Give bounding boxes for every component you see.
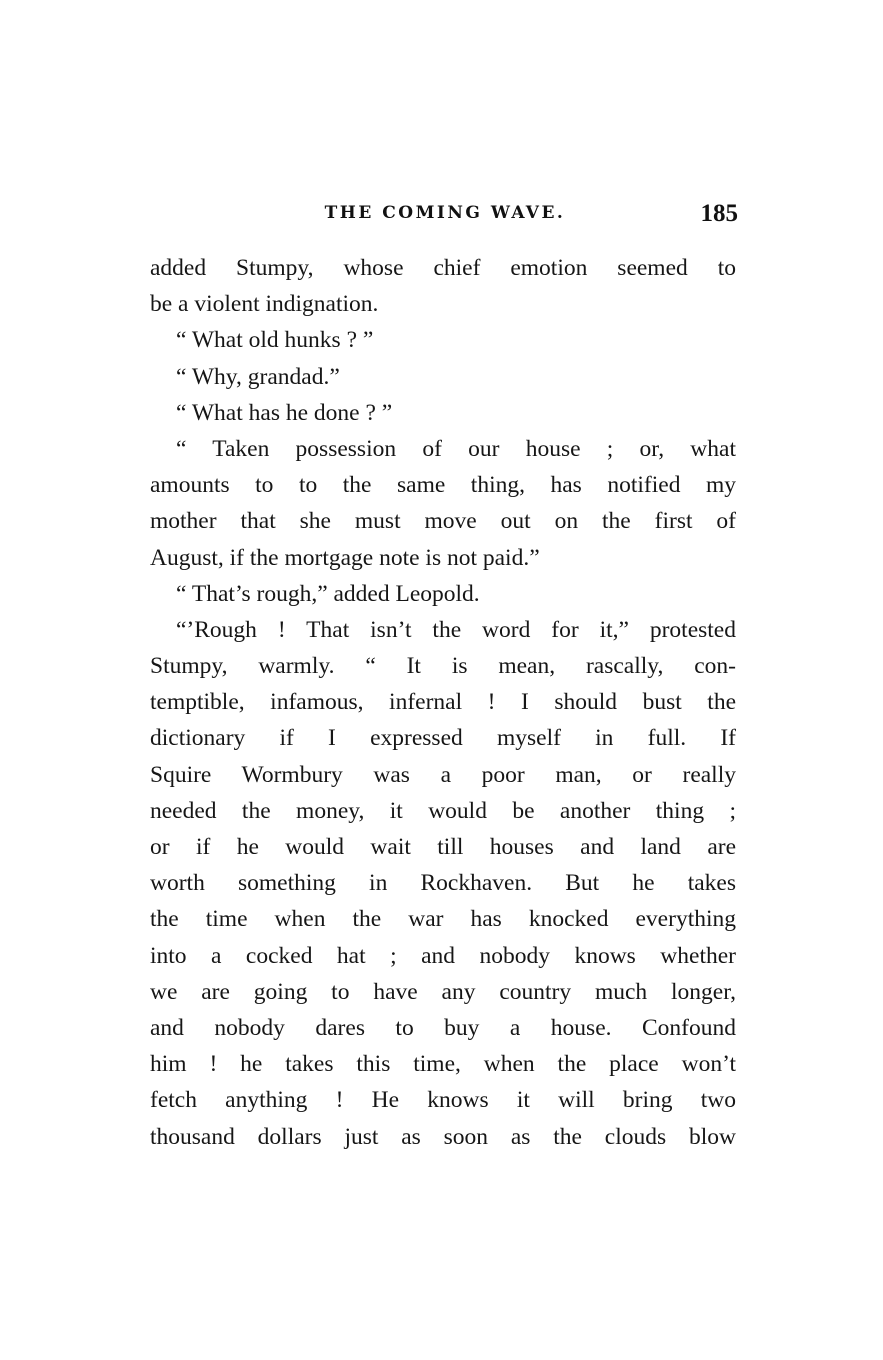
text-line: dictionary if I expressed myself in full. If	[150, 725, 736, 752]
text-line: needed the money, it would be another thing ;	[150, 797, 736, 824]
text-line: thousand dollars just as soon as the clouds blow	[150, 1123, 736, 1150]
text-line: “’Rough ! That isn’t the word for it,” protested	[176, 616, 736, 643]
text-line: Stumpy, warmly. “ It is mean, rascally, con-	[150, 653, 736, 680]
text-line: mother that she must move out on the first of	[150, 508, 736, 535]
text-line: him ! he takes this time, when the place won’t	[150, 1051, 736, 1078]
text-line: Squire Wormbury was a poor man, or really	[150, 761, 736, 788]
text-line: “ What old hunks ? ”	[176, 327, 374, 354]
page-number: 185	[700, 200, 738, 227]
body-text	[150, 250, 736, 1155]
text-line: “ That’s rough,” added Leopold.	[176, 580, 480, 607]
running-head	[150, 200, 740, 236]
running-title: THE COMING WAVE.	[324, 203, 566, 223]
text-line: the time when the war has knocked everything	[150, 906, 736, 933]
text-line: “ What has he done ? ”	[176, 399, 393, 426]
text-line: temptible, infamous, infernal ! I should bust the	[150, 689, 736, 716]
text-line: fetch anything ! He knows it will bring two	[150, 1087, 736, 1114]
text-line: and nobody dares to buy a house. Confound	[150, 1014, 736, 1041]
text-line: “ Taken possession of our house ; or, what	[176, 435, 736, 462]
text-line: into a cocked hat ; and nobody knows whether	[150, 942, 736, 969]
text-line: August, if the mortgage note is not paid.”	[150, 544, 540, 571]
text-line: amounts to to the same thing, has notified my	[150, 472, 736, 499]
text-line: “ Why, grandad.”	[176, 363, 340, 390]
text-line: be a violent indignation.	[150, 291, 379, 318]
text-line: worth something in Rockhaven. But he takes	[150, 870, 736, 897]
text-line: or if he would wait till houses and land are	[150, 834, 736, 860]
text-line: we are going to have any country much longer,	[150, 978, 736, 1005]
text-line: added Stumpy, whose chief emotion seemed to	[150, 255, 736, 281]
